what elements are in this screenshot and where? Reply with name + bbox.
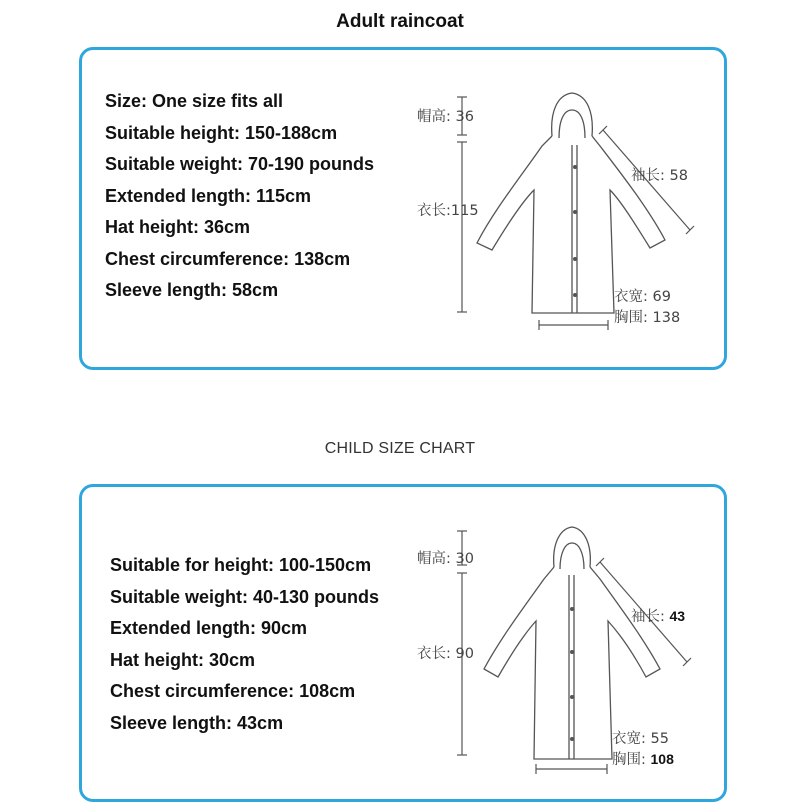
child-sleeve-label — [631, 608, 685, 625]
child-raincoat-icon — [484, 527, 660, 759]
adult-sleeve-label: 袖长: 58 — [631, 168, 688, 184]
adult-spec-length: Extended length: 115cm — [105, 185, 312, 206]
child-spec-sleeve: Sleeve length: 43cm — [110, 712, 284, 733]
child-spec-chest: Chest circumference: 108cm — [110, 681, 356, 701]
adult-chest-label: 胸围: 138 — [614, 310, 681, 326]
adult-length-label: 衣长:115 — [417, 203, 479, 219]
adult-raincoat-diagram — [402, 50, 727, 370]
child-length-label: 衣长: 90 — [417, 646, 474, 662]
adult-spec-sleeve: Sleeve length: 58cm — [105, 280, 279, 300]
child-chest-label-prefix: 胸围: — [612, 752, 651, 768]
adult-title: Adult raincoat — [336, 11, 464, 32]
adult-spec-chest: Chest circumference: 138cm — [105, 248, 351, 269]
child-chest-value: 108 — [650, 751, 674, 767]
child-spec-length: Extended length: 90cm — [110, 618, 308, 638]
adult-spec-size: Size: One size fits all — [105, 91, 284, 111]
child-spec-weight: Suitable weight: 40-130 pounds — [110, 586, 380, 607]
adult-spec-hat: Hat height: 36cm — [105, 217, 251, 237]
adult-size-panel — [79, 47, 727, 370]
child-width-label: 衣宽: 55 — [612, 731, 669, 747]
adult-raincoat-icon — [477, 93, 665, 313]
child-spec-height: Suitable for height: 100-150cm — [110, 555, 372, 575]
adult-length-dimension — [457, 142, 467, 312]
child-width-dimension — [536, 764, 607, 774]
child-sleeve-label-prefix: 袖长: — [631, 609, 670, 625]
child-title: CHILD SIZE CHART — [324, 440, 476, 457]
adult-spec-list — [105, 86, 374, 307]
adult-spec-height: Suitable height: 150-188cm — [105, 122, 338, 143]
child-length-dimension — [457, 573, 467, 755]
child-size-panel — [79, 484, 727, 802]
adult-spec-weight: Suitable weight: 70-190 pounds — [105, 154, 375, 174]
adult-hat-label: 帽高: 36 — [417, 109, 474, 125]
child-spec-list — [110, 550, 379, 739]
child-sleeve-value: 43 — [669, 608, 686, 624]
adult-width-dimension — [539, 320, 608, 330]
child-raincoat-diagram — [402, 487, 727, 807]
child-spec-hat: Hat height: 30cm — [110, 649, 256, 670]
child-chest-label — [612, 751, 674, 768]
adult-width-label: 衣宽: 69 — [614, 289, 671, 305]
child-hat-label: 帽高: 30 — [417, 551, 474, 567]
